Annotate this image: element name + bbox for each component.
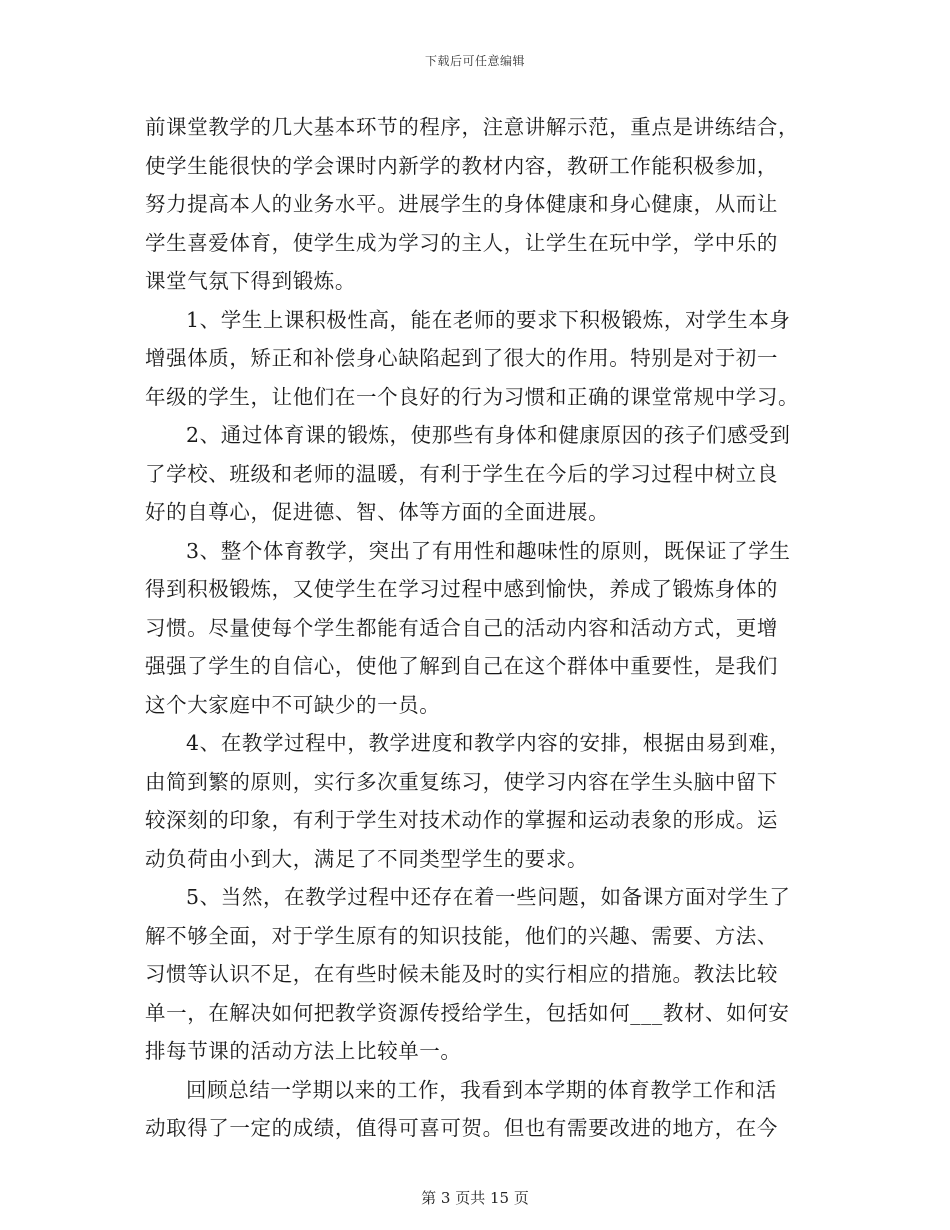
text-line: 动负荷由小到大，满足了不同类型学生的要求。 [145, 846, 589, 871]
text-line: 这个大家庭中不可缺少的一员。 [145, 692, 441, 717]
paragraph-item-3 [145, 532, 805, 725]
text-line: 课堂气氛下得到锻炼。 [145, 269, 356, 293]
text-line: 增强体质，矫正和补偿身心缺陷起到了很大的作用。特别是对于初一 [145, 346, 778, 370]
text-line: 努力提高本人的业务水平。进展学生的身体健康和身心健康，从而让 [145, 192, 778, 216]
text-line: 年级的学生，让他们在一个良好的行为习惯和正确的课堂常规中学习。 [145, 384, 800, 409]
text-line: 习惯。尽量使每个学生都能有适合自己的活动内容和活动方式，更增 [145, 615, 778, 640]
text-line: 2、通过体育课的锻炼，使那些有身体和健康原因的孩子们感受到 [186, 423, 791, 447]
paragraph-item-4 [145, 724, 805, 878]
text-line: 回顾总结一学期以来的工作，我看到本学期的体育教学工作和活 [186, 1077, 777, 1102]
text-line: 4、在教学过程中，教学进度和教学内容的安排，根据由易到难， [186, 731, 791, 755]
text-line: 单一，在解决如何把教学资源传授给学生，包括如何___教材、如何安 [145, 1000, 790, 1025]
page-number: 第 3 页共 15 页 [421, 1189, 529, 1207]
paragraph-item-1 [145, 301, 805, 417]
document-body [145, 108, 805, 1148]
text-line: 好的自尊心，促进德、智、体等方面的全面进展。 [145, 500, 610, 524]
paragraph-intro [145, 108, 805, 301]
text-line: 使学生能很快的学会课时内新学的教材内容，教研工作能积极参加， [145, 153, 778, 178]
text-line: 前课堂教学的几大基本环节的程序，注意讲解示范，重点是讲练结合， [145, 115, 800, 139]
text-line: 学生喜爱体育，使学生成为学习的主人，让学生在玩中学，学中乐的 [145, 230, 778, 255]
text-line: 得到积极锻炼，又使学生在学习过程中感到愉快，养成了锻炼身体的 [145, 577, 778, 601]
text-line: 动取得了一定的成绩，值得可喜可贺。但也有需要改进的地方，在今 [145, 1116, 778, 1140]
text-line: 由简到繁的原则，实行多次重复练习，使学习内容在学生头脑中留下 [145, 769, 778, 794]
text-line: 了学校、班级和老师的温暖，有利于学生在今后的学习过程中树立良 [145, 461, 778, 486]
paragraph-item-2 [145, 416, 805, 532]
paragraph-summary [145, 1071, 805, 1148]
text-line: 较深刻的印象，有利于学生对技术动作的掌握和运动表象的形成。运 [145, 808, 778, 832]
page-header: 下载后可任意编辑 [424, 54, 525, 68]
text-line: 习惯等认识不足，在有些时候未能及时的实行相应的措施。教法比较 [145, 962, 778, 986]
text-line: 排每节课的活动方法上比较单一。 [145, 1039, 462, 1063]
paragraph-item-5 [145, 878, 805, 1071]
text-line: 解不够全面，对于学生原有的知识技能，他们的兴趣、需要、方法、 [145, 923, 778, 948]
text-line: 强强了学生的自信心，使他了解到自己在这个群体中重要性，是我们 [145, 654, 778, 678]
text-line: 1、学生上课积极性高，能在老师的要求下积极锻炼，对学生本身 [186, 307, 791, 332]
text-line: 3、整个体育教学，突出了有用性和趣味性的原则，既保证了学生 [186, 538, 791, 563]
text-line: 5、当然，在教学过程中还存在着一些问题，如备课方面对学生了 [186, 885, 791, 909]
